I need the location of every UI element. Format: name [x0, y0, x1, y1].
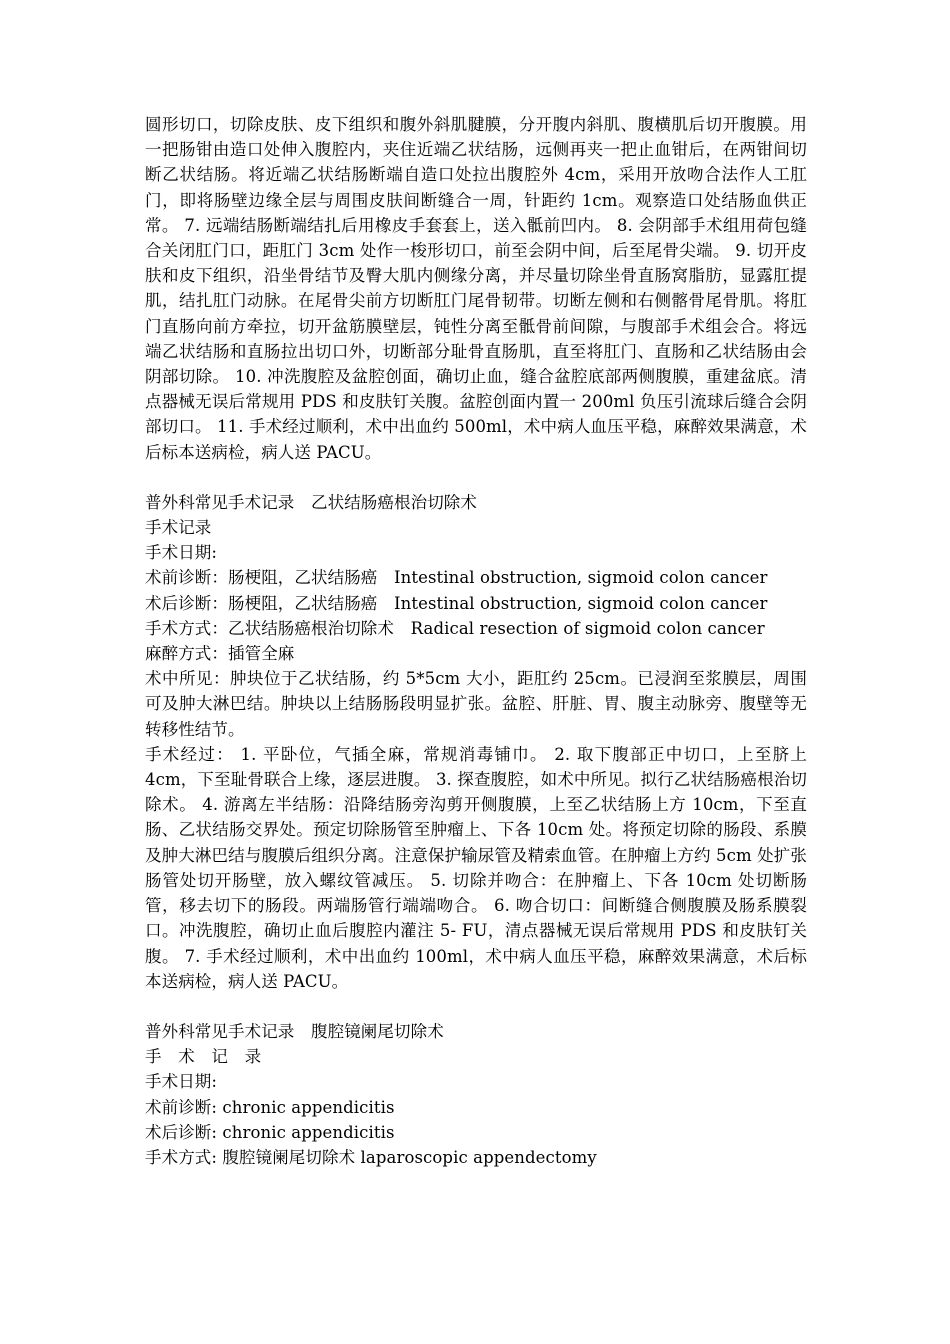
- record-label: 手 术 记 录: [145, 1047, 262, 1067]
- surgery-date-label: 手术日期:: [145, 543, 218, 563]
- surgery-process: 手术经过： 1. 平卧位，气插全麻，常规消毒铺巾。 2. 取下腹部正中切口，上至脐上 4cm，下至耻骨联合上缘，逐层进腹。 3. 探查腹腔，如术中所见。拟行乙状结肠癌根治切除术。 4. 游离左半结肠：沿降结肠旁沟剪开侧腹膜，上至乙状结肠上方 10cm，下至直肠、乙状结肠交界处。预定切除肠管至肿瘤上、下各 10cm 处。将预定切除的肠段、系膜及肿大淋巴结与腹膜后组织分离。注意保护输尿管及精索血管。在肿瘤上方约 5cm 处扩张肠管处切开肠壁，放入螺纹管减压。 5. 切除并吻合：在肿瘤上、下各 10cm 处切断肠管，移去切下的肠段。两端肠管行端端吻合。 6. 吻合切口：间断缝合侧腹膜及肠系膜裂口。冲洗腹腔，确切止血后腹腔内灌注 5- FU，清点器械无误后常规用 PDS 和皮肤钉关腹。 7. 手术经过顺利，术中出血约 100ml，术中病人血压平稳，麻醉效果满意，术后标本送病检，病人送 PACU。: [145, 744, 807, 991]
- continuation-paragraph: 圆形切口，切除皮肤、皮下组织和腹外斜肌腱膜，分开腹内斜肌、腹横肌后切开腹膜。用一把肠钳由造口处伸入腹腔内，夹住近端乙状结肠，远侧再夹一把止血钳后，在两钳间切断乙状结肠。将近端乙状结肠断端自造口处拉出腹腔外 4cm，采用开放吻合法作人工肛门，即将肠壁边缘全层与周围皮肤间断缝合一周，针距约 1cm。观察造口处结肠血供正常。 7. 远端结肠断端结扎后用橡皮手套套上，送入骶前凹内。 8. 会阴部手术组用荷包缝合关闭肛门口，距肛门 3cm 处作一梭形切口，前至会阴中间，后至尾骨尖端。 9. 切开皮肤和皮下组织，沿坐骨结节及臀大肌内侧缘分离，并尽量切除坐骨直肠窝脂肪，显露肛提肌，结扎肛门动脉。在尾骨尖前方切断肛门尾骨韧带。切断左侧和右侧髂骨尾骨肌。将肛门直肠向前方牵拉，切开盆筋膜壁层，钝性分离至骶骨前间隙，与腹部手术组会合。将远端乙状结肠和直肠拉出切口外，切断部分耻骨直肠肌，直至将肛门、直肠和乙状结肠由会阴部切除。 10. 冲洗腹腔及盆腔创面，确切止血，缝合盆腔底部两侧腹膜，重建盆底。清点器械无误后常规用 PDS 和皮肤钉关腹。盆腔创面内置一 200ml 负压引流球后缝合会阴部切口。 11. 手术经过顺利，术中出血约 500ml，术中病人血压平稳，麻醉效果满意，术后标本送病检，病人送 PACU。: [145, 115, 807, 462]
- record-label: 手术记录: [145, 518, 212, 538]
- document-body: [145, 112, 807, 1170]
- surgery-method: 手术方式：乙状结肠癌根治切除术 Radical resection of sigmoid colon cancer: [145, 618, 765, 638]
- anesthesia-method: 麻醉方式：插管全麻: [145, 644, 295, 664]
- intraop-findings: 术中所见：肿块位于乙状结肠，约 5*5cm 大小，距肛约 25cm。已浸润至浆膜层，周围可及肿大淋巴结。肿块以上结肠肠段明显扩张。盆腔、肝脏、胃、腹主动脉旁、腹壁等无转移性结节。: [145, 669, 807, 739]
- preop-diagnosis: 术前诊断: chronic appendicitis: [145, 1097, 395, 1117]
- section-title-sigmoid: 普外科常见手术记录 乙状结肠癌根治切除术: [145, 492, 477, 512]
- postop-diagnosis: 术后诊断：肠梗阻，乙状结肠癌 Intestinal obstruction, sigmoid colon cancer: [145, 593, 768, 613]
- section-title-appendectomy: 普外科常见手术记录 腹腔镜阑尾切除术: [145, 1021, 444, 1041]
- preop-diagnosis: 术前诊断：肠梗阻，乙状结肠癌 Intestinal obstruction, sigmoid colon cancer: [145, 568, 768, 588]
- surgery-date-label: 手术日期:: [145, 1072, 218, 1092]
- section-gap: [145, 994, 807, 1019]
- postop-diagnosis: 术后诊断: chronic appendicitis: [145, 1122, 395, 1142]
- section-gap: [145, 465, 807, 490]
- surgery-method: 手术方式: 腹腔镜阑尾切除术 laparoscopic appendectomy: [145, 1147, 597, 1167]
